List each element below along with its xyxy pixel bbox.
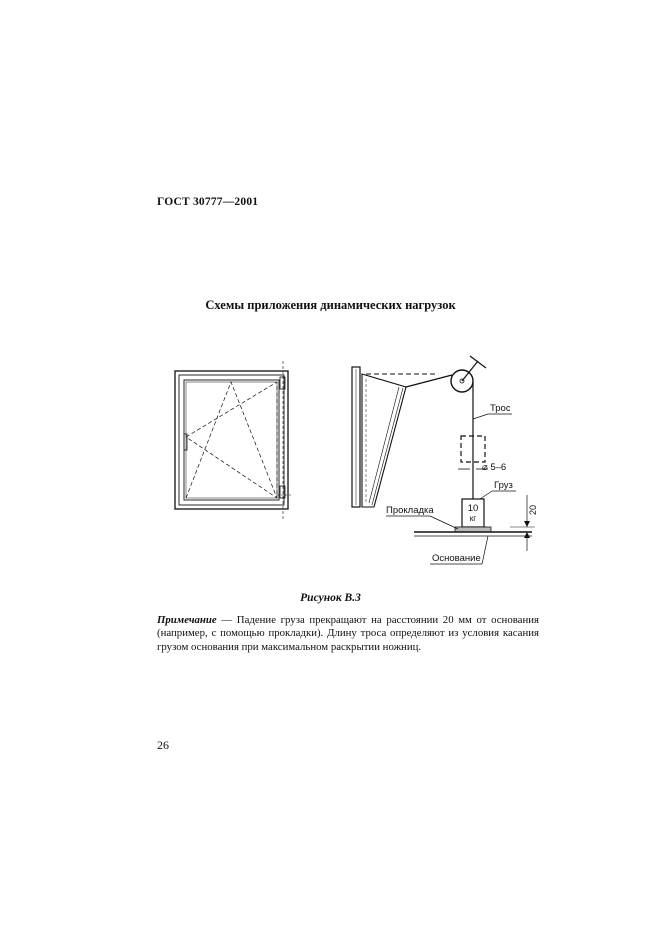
base-label: Основание [432,553,481,564]
weight-leader [480,491,492,499]
figure-caption: Рисунок В.3 [300,592,361,604]
figure-svg [170,355,550,580]
cable-leader [473,414,488,419]
note-text: Падение груза прекращают на расстоянии 20 мм от основания (например, с помощью прокладки). Длину троса определяют из условия касания грузом основания при максимальном раскрытии ножниц. [157,614,539,653]
note-paragraph [157,614,539,654]
note-dash: — [216,614,237,626]
pad-leader [430,516,458,529]
tilt-opening-lines [186,382,277,498]
cable-to-pulley [406,375,452,387]
window-glass [186,382,277,498]
figure-diagram [170,355,550,580]
dimension-value: 20 [528,504,538,516]
turn-opening-lines [186,382,277,498]
note-label: Примечание [157,614,217,626]
mass-unit: кг [469,514,477,523]
document-id: ГОСТ 30777—2001 [157,196,259,208]
pad-label: Прокладка [386,505,434,516]
side-view-rig [352,356,535,564]
base-leader [482,536,488,564]
cable-label: Трос [490,403,511,414]
sash-edge-line-1 [369,387,399,503]
diameter-label: ⌀ 5–6 [482,462,507,473]
pulley-bracket [462,361,478,381]
opened-sash [362,374,406,507]
weight-label: Груз [494,480,513,491]
window-inner-frame [179,375,284,505]
section-title: Схемы приложения динамических нагрузок [205,298,456,312]
window-front-view [175,361,292,519]
pad [455,527,491,532]
window-outer-frame [175,371,288,509]
dimension-arrowhead-top [524,521,530,527]
mass-value: 10 [467,503,479,514]
sash-edge-line-2 [372,388,403,505]
dimension-arrowhead-bottom [524,532,530,538]
page-number: 26 [157,738,169,752]
window-sash [184,380,279,500]
pulley-mount [470,356,486,368]
